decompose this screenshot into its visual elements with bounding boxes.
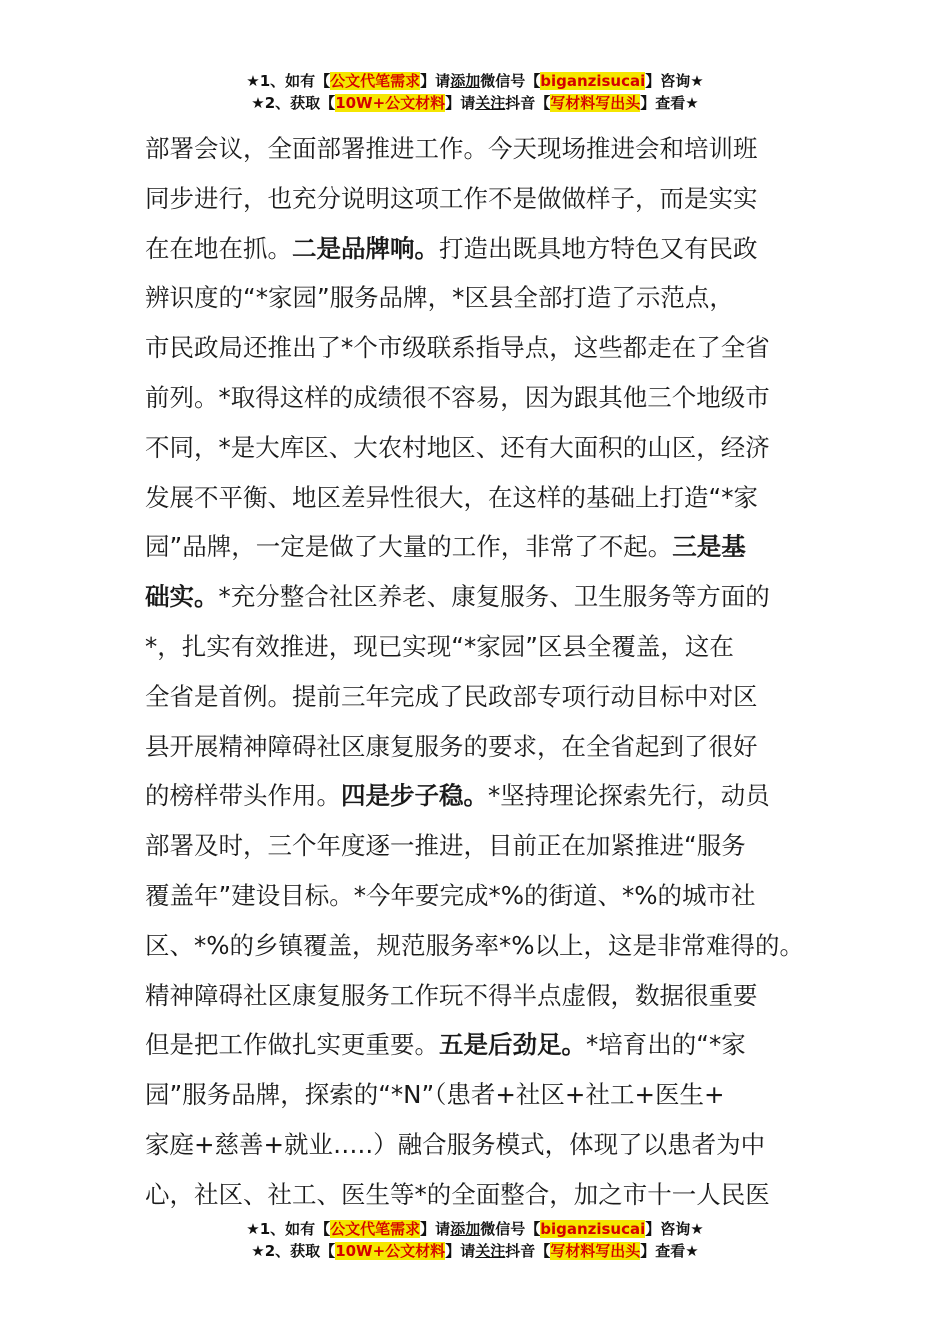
banner-text: 微信号【 bbox=[480, 1220, 541, 1238]
body-line: 部署及时，三个年度逐一推进，目前正在加紧推进“服务 bbox=[145, 831, 746, 861]
body-text: *坚持理论探索先行，动员 bbox=[488, 781, 770, 811]
body-line: 县开展精神障碍社区康复服务的要求，在全省起到了很好 bbox=[145, 731, 758, 761]
banner-text: 抖音【 bbox=[505, 94, 551, 112]
body-text: 在在地在抓。 bbox=[145, 233, 292, 263]
banner-text: 】请 bbox=[420, 72, 451, 90]
body-text: 打造出既具地方特色又有民政 bbox=[439, 233, 758, 263]
body-line: 心，社区、社工、医生等*的全面整合，加之市十一人民医 bbox=[145, 1179, 770, 1209]
body-line: 覆盖年”建设目标。*今年要完成*%的街道、*%的城市社 bbox=[145, 880, 756, 910]
banner-text: 微信号【 bbox=[480, 72, 541, 90]
body-line: 家庭+慈善+就业…..）融合服务模式，体现了以患者为中 bbox=[145, 1129, 766, 1159]
body-line bbox=[145, 522, 813, 572]
body-text: 但是把工作做扎实更重要。 bbox=[145, 1030, 439, 1060]
banner-line-2 bbox=[0, 92, 950, 114]
banner-underline: 添加 bbox=[450, 1220, 481, 1238]
document-body bbox=[145, 124, 813, 1220]
banner-highlight: 10W+公文材料 bbox=[335, 1242, 446, 1260]
body-line: 不同，*是大库区、大农村地区、还有大面积的山区，经济 bbox=[145, 432, 770, 462]
body-text: 的榜样带头作用。 bbox=[145, 781, 341, 811]
banner-line-2 bbox=[0, 1240, 950, 1262]
body-line: 发展不平衡、地区差异性很大，在这样的基础上打造“*家 bbox=[145, 482, 758, 512]
body-line: 全省是首例。提前三年完成了民政部专项行动目标中对区 bbox=[145, 681, 758, 711]
banner-underline: 添加 bbox=[450, 72, 481, 90]
banner-text: 】查看★ bbox=[640, 94, 699, 112]
body-line: 园”服务品牌，探索的“*N”（患者+社区+社工+医生+ bbox=[145, 1080, 725, 1110]
banner-text: ★2、获取【 bbox=[251, 94, 336, 112]
banner-text: 】请 bbox=[445, 1242, 476, 1260]
banner-text: 抖音【 bbox=[505, 1242, 551, 1260]
banner-line-1 bbox=[0, 1218, 950, 1240]
body-line: 辨识度的“*家园”服务品牌，*区县全部打造了示范点， bbox=[145, 283, 734, 313]
body-line: 前列。*取得这样的成绩很不容易，因为跟其他三个地级市 bbox=[145, 382, 770, 412]
body-line: 精神障碍社区康复服务工作玩不得半点虚假，数据很重要 bbox=[145, 980, 758, 1010]
banner-text: 】咨询★ bbox=[645, 72, 704, 90]
banner-highlight: 公文代笔需求 bbox=[330, 1220, 421, 1238]
banner-line-1 bbox=[0, 70, 950, 92]
banner-highlight: biganzisucai bbox=[540, 1220, 646, 1238]
bold-heading: 四是步子稳。 bbox=[341, 781, 488, 811]
banner-highlight: biganzisucai bbox=[540, 72, 646, 90]
bold-heading: 础实。 bbox=[145, 582, 219, 612]
body-line: 市民政局还推出了*个市级联系指导点，这些都走在了全省 bbox=[145, 333, 770, 363]
body-text: 园”品牌，一定是做了大量的工作，非常了不起。 bbox=[145, 532, 673, 562]
banner-highlight: 写材料写出头 bbox=[550, 1242, 641, 1260]
body-line bbox=[145, 224, 813, 274]
banner-underline: 关注 bbox=[475, 94, 506, 112]
banner-text: ★2、获取【 bbox=[251, 1242, 336, 1260]
bold-heading: 二是品牌响。 bbox=[292, 233, 439, 263]
body-text: *培育出的“*家 bbox=[586, 1030, 746, 1060]
banner-text: 】查看★ bbox=[640, 1242, 699, 1260]
banner-highlight: 公文代笔需求 bbox=[330, 72, 421, 90]
header-banner bbox=[0, 70, 950, 114]
banner-text: 】咨询★ bbox=[645, 1220, 704, 1238]
body-text: *充分整合社区养老、康复服务、卫生服务等方面的 bbox=[218, 582, 770, 612]
body-line: 部署会议，全面部署推进工作。今天现场推进会和培训班 bbox=[145, 134, 758, 163]
banner-text: ★1、如有【 bbox=[246, 72, 331, 90]
banner-text: 】请 bbox=[420, 1220, 451, 1238]
body-line bbox=[145, 1020, 813, 1070]
banner-text: ★1、如有【 bbox=[246, 1220, 331, 1238]
footer-banner bbox=[0, 1218, 950, 1262]
banner-highlight: 10W+公文材料 bbox=[335, 94, 446, 112]
banner-highlight: 写材料写出头 bbox=[550, 94, 641, 112]
body-line: *，扎实有效推进，现已实现“*家园”区县全覆盖，这在 bbox=[145, 631, 734, 661]
bold-heading: 三是基 bbox=[672, 532, 746, 562]
banner-text: 】请 bbox=[445, 94, 476, 112]
banner-underline: 关注 bbox=[475, 1242, 506, 1260]
body-line: 区、*%的乡镇覆盖，规范服务率*%以上，这是非常难得的。 bbox=[145, 930, 805, 960]
bold-heading: 五是后劲足。 bbox=[439, 1030, 586, 1060]
body-line bbox=[145, 572, 813, 622]
body-line bbox=[145, 771, 813, 821]
body-line: 同步进行，也充分说明这项工作不是做做样子，而是实实 bbox=[145, 183, 758, 213]
